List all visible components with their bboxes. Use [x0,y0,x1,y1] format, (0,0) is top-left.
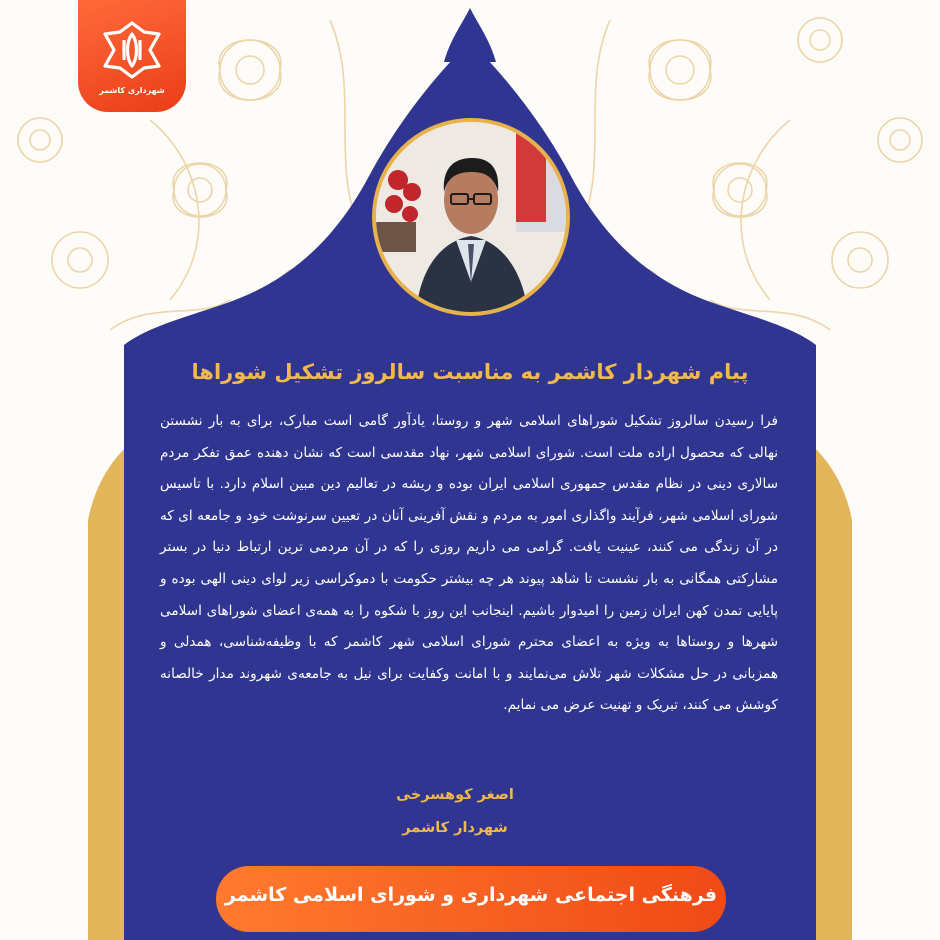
logo-badge [78,0,186,112]
page-title: پیام شهردار کاشمر به مناسبت سالروز تشکیل شوراها [191,360,749,384]
signer-role: شهردار کاشمر [402,820,508,836]
mayor-portrait-photo [376,122,566,312]
kashmar-municipality-emblem-icon [102,20,162,80]
footer-banner [216,866,726,932]
message-body: فرا رسیدن سالروز تشکیل شوراهای اسلامی شهر و روستا، یادآور گامی است مبارک، برای به بار نشستن نهالی که محصول اراده ملت است. شورای اسلامی شهر، نهاد مقدسی است که نشان دهنده عمق تفکر مردم سالاری دینی در نظام مقدس جمهوری اسلامی ایران بوده و ریشه در تعالیم دین مبین اسلام دارد. با تاسیس شورای اسلامی شهر، فرآیند واگذاری امور به مردم و نقش آفرینی آنان در تعیین سرنوشت خود و جامعه ای که در آن زندگی می کنند، عینیت یافت. گرامی می داریم روزی را که در آن مردمی ترین ارتباط دنیا در بستر مشارکتی همگانی به بار نشست تا شاهد پیوند هر چه بیشتر حکومت با دموکراسی زیر لوای دینی الهی بوده و پایایی تمدن کهن ایران زمین را امیدوار باشیم. اینجانب این روز با شکوه را به همه‌ی اعضای شوراهای اسلامی شهرها و روستاها به ویژه به اعضای محترم شورای اسلامی شهر کاشمر که با وظیفه‌شناسی، همدلی و همزبانی در حل مشکلات شهر تلاش می‌نمایند و با امانت وکفایت برای نیل به جامعه‌ی شهروند مدار خالصانه کوشش می کنند، تبریک و تهنیت عرض می نمایم. [160,413,778,714]
footer-text: فرهنگی اجتماعی شهرداری و شورای اسلامی کاشمر [224,884,718,906]
mayor-portrait [372,118,570,316]
logo-caption: شهرداری کاشمر [99,86,165,95]
signer-name: اصغر کوهسرخی [396,787,514,803]
arch-crown [444,8,496,62]
